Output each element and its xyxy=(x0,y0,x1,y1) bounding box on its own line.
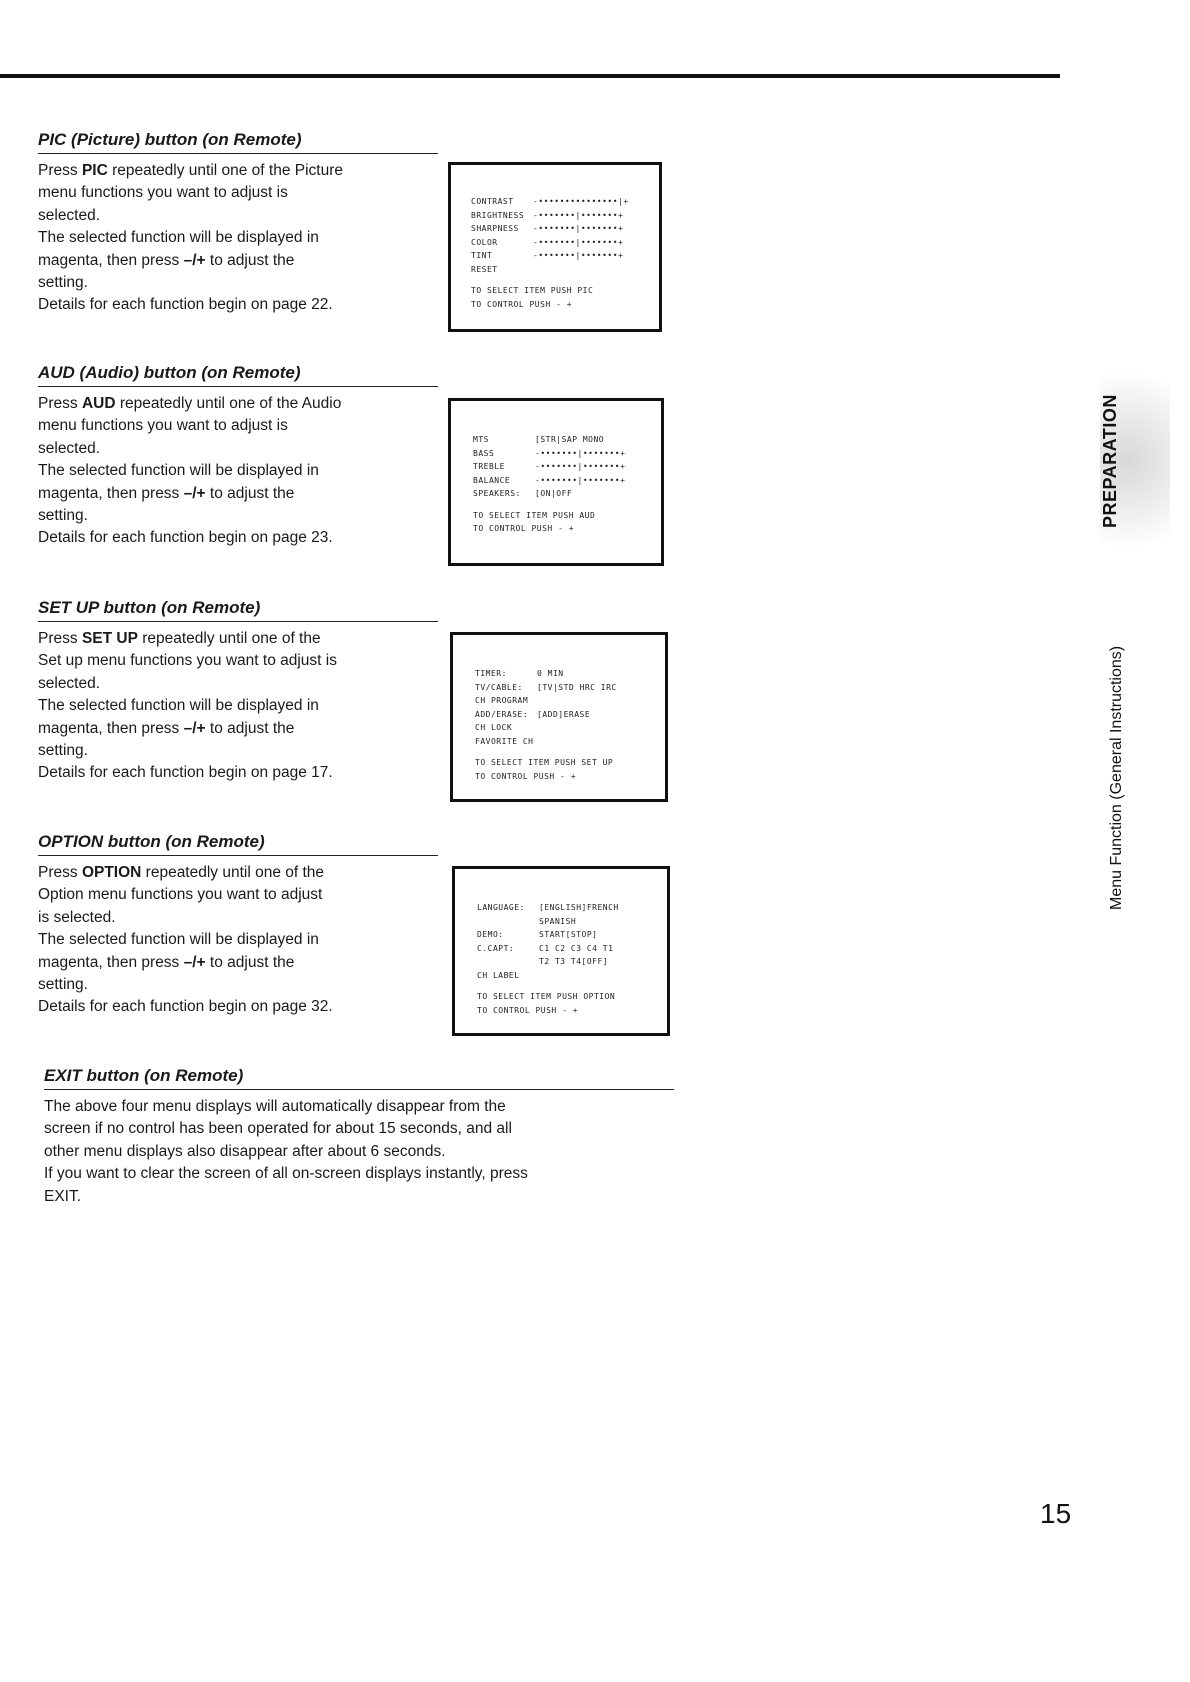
menu-row xyxy=(477,928,653,942)
menu-item-label xyxy=(477,915,539,929)
menu-item-label: CH LOCK xyxy=(475,723,513,732)
menu-item-label: RESET xyxy=(471,264,498,274)
menu-item-value: -•••••••|•••••••+ xyxy=(533,251,624,260)
text-segment: to adjust the xyxy=(205,251,295,269)
menu-item-value: 0 MIN xyxy=(537,669,564,678)
text-line xyxy=(38,393,438,415)
text-line xyxy=(38,907,438,929)
menu-row xyxy=(477,942,653,956)
menu-item-label: BRIGHTNESS xyxy=(471,210,525,220)
text-line xyxy=(38,505,438,527)
text-line xyxy=(38,415,438,437)
text-segment: to adjust the xyxy=(205,953,295,971)
text-segment: is selected. xyxy=(38,908,116,926)
menu-row xyxy=(475,694,651,708)
menu-item-label: TV/CABLE: xyxy=(475,682,523,692)
menu-item-label: BASS xyxy=(473,448,495,458)
text-line xyxy=(38,650,438,672)
text-segment: menu functions you want to adjust is xyxy=(38,184,288,202)
text-segment: magenta, then press xyxy=(38,719,184,737)
text-line xyxy=(38,294,438,316)
menu-row xyxy=(473,487,647,501)
text-line xyxy=(38,862,438,884)
pic-section xyxy=(38,130,438,317)
text-segment: Details for each function begin on page 23. xyxy=(38,529,333,547)
button-name: OPTION xyxy=(81,864,142,881)
menu-row xyxy=(475,681,651,695)
pic-menu-screen xyxy=(448,162,662,332)
menu-item-value: -•••••••|•••••••+ xyxy=(533,224,624,233)
menu-item-label: FAVORITE CH xyxy=(475,736,534,746)
menu-item-label: TREBLE xyxy=(473,462,505,471)
section-heading: OPTION button (on Remote) xyxy=(38,832,438,856)
section-heading: PIC (Picture) button (on Remote) xyxy=(38,130,438,154)
text-segment: Option menu functions you want to adjust xyxy=(38,886,323,904)
instruction-line: TO SELECT ITEM PUSH SET UP xyxy=(475,758,614,767)
menu-row xyxy=(473,447,647,461)
menu-item-label: TINT xyxy=(471,251,493,260)
text-line xyxy=(38,527,438,549)
text-line xyxy=(38,952,438,974)
section-heading: AUD (Audio) button (on Remote) xyxy=(38,363,438,387)
text-line xyxy=(44,1186,674,1208)
menu-item-label: ADD/ERASE: xyxy=(475,709,529,719)
menu-item-value: [ENGLISH]FRENCH xyxy=(539,903,619,912)
menu-item-value: SPANISH xyxy=(539,916,577,926)
menu-item-value: -•••••••|•••••••+ xyxy=(533,237,624,247)
text-segment: selected. xyxy=(38,206,101,224)
text-segment: Press xyxy=(38,162,82,179)
menu-row xyxy=(473,433,647,447)
menu-item-label: C.CAPT: xyxy=(477,943,515,953)
menu-item-value: START[STOP] xyxy=(539,930,598,939)
text-segment: Press xyxy=(38,630,82,647)
menu-row xyxy=(471,236,645,250)
text-segment: repeatedly until one of the xyxy=(141,864,325,881)
menu-instructions xyxy=(471,284,645,311)
menu-instructions xyxy=(475,756,651,783)
menu-row xyxy=(471,263,645,277)
text-segment: magenta, then press xyxy=(38,251,184,269)
text-segment: selected. xyxy=(38,674,101,692)
menu-row xyxy=(475,708,651,722)
side-tab-label: PREPARATION xyxy=(1100,394,1120,528)
menu-item-value: C1 C2 C3 C4 T1 xyxy=(539,943,614,953)
text-segment: Details for each function begin on page 17. xyxy=(38,764,333,782)
aud-section xyxy=(38,363,438,550)
button-name: –/+ xyxy=(183,719,206,737)
instruction-line: TO CONTROL PUSH - + xyxy=(475,771,577,781)
text-segment: EXIT. xyxy=(44,1187,82,1205)
menu-item-label: MTS xyxy=(473,435,489,444)
instruction-line: TO SELECT ITEM PUSH AUD xyxy=(473,510,596,520)
text-segment: Set up menu functions you want to adjust is xyxy=(38,652,337,670)
text-segment: The selected function will be displayed in xyxy=(38,697,319,715)
section-body xyxy=(38,393,438,550)
menu-item-label: COLOR xyxy=(471,237,498,247)
text-segment: setting. xyxy=(38,742,88,760)
text-line xyxy=(38,628,438,650)
menu-item-value: [ON|OFF xyxy=(535,489,573,498)
button-name: –/+ xyxy=(183,484,206,502)
text-line xyxy=(38,762,438,784)
menu-row xyxy=(471,222,645,236)
text-segment: to adjust the xyxy=(205,719,295,737)
section-heading: SET UP button (on Remote) xyxy=(38,598,438,622)
text-line xyxy=(38,460,438,482)
text-segment: Details for each function begin on page 22. xyxy=(38,296,333,314)
text-line xyxy=(38,438,438,460)
menu-item-label: DEMO: xyxy=(477,930,504,939)
button-name: AUD xyxy=(81,395,116,412)
text-segment: repeatedly until one of the Picture xyxy=(107,162,344,179)
text-segment: The selected function will be displayed in xyxy=(38,931,319,949)
menu-item-value: -•••••••|•••••••+ xyxy=(535,448,626,458)
menu-item-value: T2 T3 T4[OFF] xyxy=(539,957,609,966)
text-segment: menu functions you want to adjust is xyxy=(38,417,288,435)
menu-item-value: -•••••••|•••••••+ xyxy=(535,462,626,471)
text-segment: other menu displays also disappear after about 6 seconds. xyxy=(44,1142,446,1160)
menu-item-label: TIMER: xyxy=(475,669,507,678)
text-line xyxy=(38,974,438,996)
menu-row xyxy=(471,249,645,263)
menu-item-label: BALANCE xyxy=(473,475,511,485)
text-segment: setting. xyxy=(38,274,88,292)
button-name: –/+ xyxy=(183,953,206,971)
button-name: PIC xyxy=(81,162,108,179)
text-line xyxy=(38,272,438,294)
section-body xyxy=(38,160,438,317)
instruction-line: TO CONTROL PUSH - + xyxy=(473,524,575,533)
menu-row xyxy=(471,209,645,223)
menu-row xyxy=(477,915,653,929)
menu-row xyxy=(473,474,647,488)
section-body xyxy=(38,628,438,785)
chapter-label: Menu Function (General Instructions) xyxy=(1108,645,1125,910)
text-segment: repeatedly until one of the Audio xyxy=(115,395,342,412)
menu-row xyxy=(477,969,653,983)
text-line xyxy=(38,718,438,740)
text-line xyxy=(38,160,438,182)
menu-item-value: -•••••••|•••••••+ xyxy=(533,210,624,220)
text-line xyxy=(38,740,438,762)
text-line xyxy=(38,483,438,505)
menu-item-label: SHARPNESS xyxy=(471,224,519,233)
menu-item-label: CH LABEL xyxy=(477,970,520,980)
text-line xyxy=(44,1096,674,1118)
button-name: –/+ xyxy=(183,251,206,269)
text-line xyxy=(38,996,438,1018)
text-segment: to adjust the xyxy=(205,484,295,502)
text-line xyxy=(38,182,438,204)
text-segment: Press xyxy=(38,395,82,412)
text-line xyxy=(38,884,438,906)
menu-row xyxy=(477,955,653,969)
text-segment: Details for each function begin on page 32. xyxy=(38,998,333,1016)
menu-instructions xyxy=(477,990,653,1017)
menu-item-value: [STR|SAP MONO xyxy=(535,435,605,444)
instruction-line: TO CONTROL PUSH - + xyxy=(477,1005,579,1015)
text-segment: repeatedly until one of the xyxy=(137,630,321,647)
top-rule xyxy=(0,74,1060,78)
option-menu-screen xyxy=(452,866,670,1036)
menu-item-label: CH PROGRAM xyxy=(475,696,529,705)
menu-row xyxy=(475,721,651,735)
instruction-line: TO CONTROL PUSH - + xyxy=(471,299,573,309)
text-segment: setting. xyxy=(38,976,88,994)
menu-row xyxy=(471,195,645,209)
menu-row xyxy=(475,735,651,749)
text-line xyxy=(44,1118,674,1140)
text-segment: Press xyxy=(38,864,82,881)
instruction-line: TO SELECT ITEM PUSH PIC xyxy=(471,286,594,295)
menu-item-label: LANGUAGE: xyxy=(477,903,525,912)
section-body xyxy=(38,862,438,1019)
menu-row xyxy=(475,667,651,681)
text-segment: selected. xyxy=(38,439,101,457)
instruction-line: TO SELECT ITEM PUSH OPTION xyxy=(477,992,616,1001)
menu-item-value: -•••••••|•••••••+ xyxy=(535,475,626,485)
setup-menu-screen xyxy=(450,632,668,802)
aud-menu-screen xyxy=(448,398,664,566)
text-line xyxy=(38,673,438,695)
menu-item-value: [ADD]ERASE xyxy=(537,709,591,719)
text-segment: The selected function will be displayed in xyxy=(38,229,319,247)
option-section xyxy=(38,832,438,1019)
menu-item-value: -•••••••••••••••|+ xyxy=(533,197,629,206)
button-name: SET UP xyxy=(81,630,138,647)
text-line xyxy=(44,1141,674,1163)
menu-item-label: CONTRAST xyxy=(471,197,514,206)
menu-item-label xyxy=(477,955,539,969)
menu-instructions xyxy=(473,509,647,536)
page-number: 15 xyxy=(1040,1498,1072,1529)
section-body xyxy=(44,1096,674,1208)
menu-row xyxy=(473,460,647,474)
setup-section xyxy=(38,598,438,785)
menu-row xyxy=(477,901,653,915)
text-segment: magenta, then press xyxy=(38,484,184,502)
text-segment: The above four menu displays will automatically disappear from the xyxy=(44,1098,506,1115)
menu-item-label: SPEAKERS: xyxy=(473,489,521,498)
text-line xyxy=(38,929,438,951)
text-segment: setting. xyxy=(38,507,88,525)
section-heading: EXIT button (on Remote) xyxy=(44,1066,674,1090)
text-segment: The selected function will be displayed in xyxy=(38,462,319,480)
text-line xyxy=(38,695,438,717)
text-line xyxy=(38,227,438,249)
exit-section xyxy=(44,1066,674,1208)
text-segment: If you want to clear the screen of all on-screen displays instantly, press xyxy=(44,1165,528,1183)
text-line xyxy=(38,205,438,227)
text-segment: screen if no control has been operated for about 15 seconds, and all xyxy=(44,1120,512,1138)
text-segment: magenta, then press xyxy=(38,953,184,971)
menu-item-value: [TV|STD HRC IRC xyxy=(537,682,617,692)
text-line xyxy=(38,250,438,272)
text-line xyxy=(44,1163,674,1185)
